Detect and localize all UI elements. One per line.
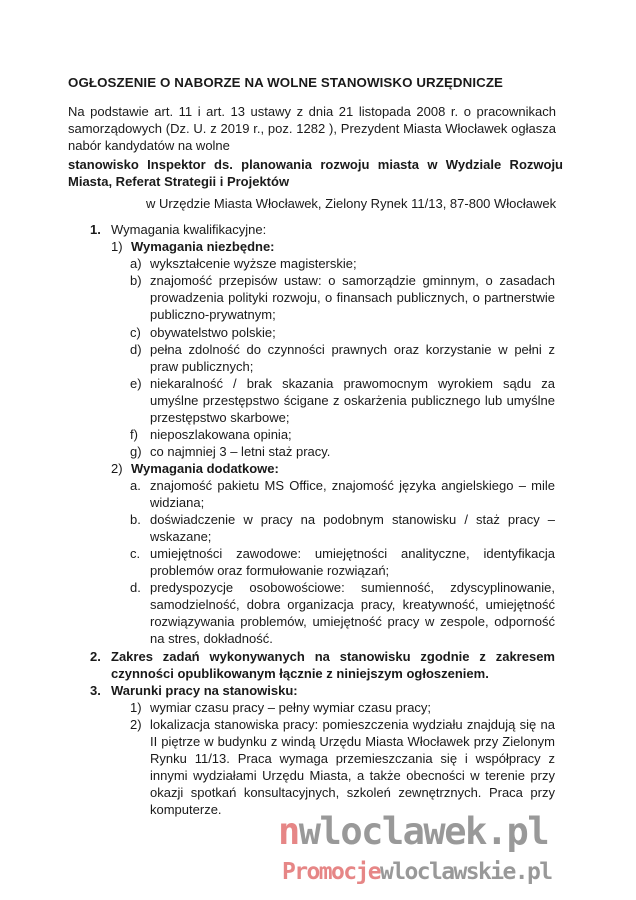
work-item-text: wymiar czasu pracy – pełny wymiar czasu pracy; xyxy=(150,700,432,715)
section-1-heading: Wymagania kwalifikacyjne: xyxy=(111,222,267,237)
requirements-number: 1) xyxy=(111,239,123,254)
add-item-marker: d. xyxy=(130,580,141,595)
watermark-nwloclawek xyxy=(278,812,618,852)
additional-heading: Wymagania dodatkowe: xyxy=(131,461,279,476)
requirements-heading: Wymagania niezbędne: xyxy=(131,239,275,254)
office-address: w Urzędzie Miasta Włocławek, Zielony Rynek 11/13, 87-800 Włocławek xyxy=(146,196,557,211)
req-item-marker: b) xyxy=(130,273,142,288)
req-item-text: niekaralność / brak skazania prawomocnym wyrokiem sądu za umyślne przestępstwo ścigane z oskarżenia publicznego lub umyślne przestępstwo skarbowe; xyxy=(150,376,555,425)
add-item-text: znajomość pakietu MS Office, znajomość języka angielskiego – mile widziana; xyxy=(150,478,555,510)
document-title: OGŁOSZENIE O NABORZE NA WOLNE STANOWISKO URZĘDNICZE xyxy=(68,75,504,90)
req-item-text: obywatelstwo polskie; xyxy=(150,325,276,340)
req-item-text: nieposzlakowana opinia; xyxy=(150,427,292,442)
req-item-marker: g) xyxy=(130,444,142,459)
add-item-text: predyspozycje osobowościowe: sumienność, zdyscyplinowanie, samodzielność, dobra organizacja pracy, kreatywność, umiejętność rozwiązywania problemów, umiejętność pracy w zespole, odporność na stres, dokładność. xyxy=(150,580,555,646)
section-3-number: 3. xyxy=(90,683,101,698)
add-item-marker: b. xyxy=(130,512,141,527)
req-item-text: co najmniej 3 – letni staż pracy. xyxy=(150,444,331,459)
work-item-marker: 1) xyxy=(130,700,142,715)
section-1-number: 1. xyxy=(90,222,101,237)
req-item-text: znajomość przepisów ustaw: o samorządzie gminnym, o zasadach prowadzenia polityki rozwoju, o finansach publicznych, o partnerstwie publiczno-prywatnym; xyxy=(150,273,555,322)
req-item-text: pełna zdolność do czynności prawnych oraz korzystanie w pełni z praw publicznych; xyxy=(150,342,555,374)
add-item-marker: c. xyxy=(130,546,141,561)
position-title: stanowisko Inspektor ds. planowania rozwoju miasta w Wydziale Rozwoju Miasta, Referat Strategii i Projektów xyxy=(68,157,563,189)
additional-number: 2) xyxy=(111,461,123,476)
work-item-marker: 2) xyxy=(130,717,142,732)
watermark-promocje-site: wloclawskie.pl xyxy=(379,859,552,885)
section-2-number: 2. xyxy=(90,649,101,664)
watermark-n-letter: n xyxy=(278,810,299,853)
req-item-marker: d) xyxy=(130,342,142,357)
section-3-heading: Warunki pracy na stanowisku: xyxy=(111,683,298,698)
section-2-text: Zakres zadań wykonywanych na stanowisku zgodnie z zakresem czynności opublikowanym łącznie z niniejszym ogłoszeniem. xyxy=(111,649,555,681)
req-item-marker: c) xyxy=(130,325,141,340)
req-item-text: wykształcenie wyższe magisterskie; xyxy=(150,256,357,271)
watermark-site-name: wloclawek.pl xyxy=(298,810,549,853)
watermark-promocje xyxy=(282,858,622,886)
intro-paragraph: Na podstawie art. 11 i art. 13 ustawy z dnia 21 listopada 2008 r. o pracownikach samorządowych (Dz. U. z 2019 r., poz. 1282 ), Prezydent Miasta Włocławek ogłasza nabór kandydatów na wolne xyxy=(68,104,556,153)
work-item-text: lokalizacja stanowiska pracy: pomieszczenia wydziału znajdują się na II piętrze w budynku z windą Urzędu Miasta Włocławek przy Zielonym Rynku 11/13. Praca wymaga przemieszczania się i współpracy z innymi wydziałami Urzędu Miasta, a także obecności w terenie przy okazji spotkań konsultacyjnych, szkoleń zewnętrznych. Praca przy komputerze. xyxy=(150,717,555,817)
add-item-text: umiejętności zawodowe: umiejętności analityczne, identyfikacja problemów oraz formułowanie rozwiązań; xyxy=(150,546,555,578)
add-item-text: doświadczenie w pracy na podobnym stanowisku / staż pracy – wskazane; xyxy=(150,512,555,544)
req-item-marker: e) xyxy=(130,376,142,391)
req-item-marker: f) xyxy=(130,427,138,442)
add-item-marker: a. xyxy=(130,478,141,493)
watermark-promocje-word: Promocje xyxy=(282,859,380,885)
req-item-marker: a) xyxy=(130,256,142,271)
